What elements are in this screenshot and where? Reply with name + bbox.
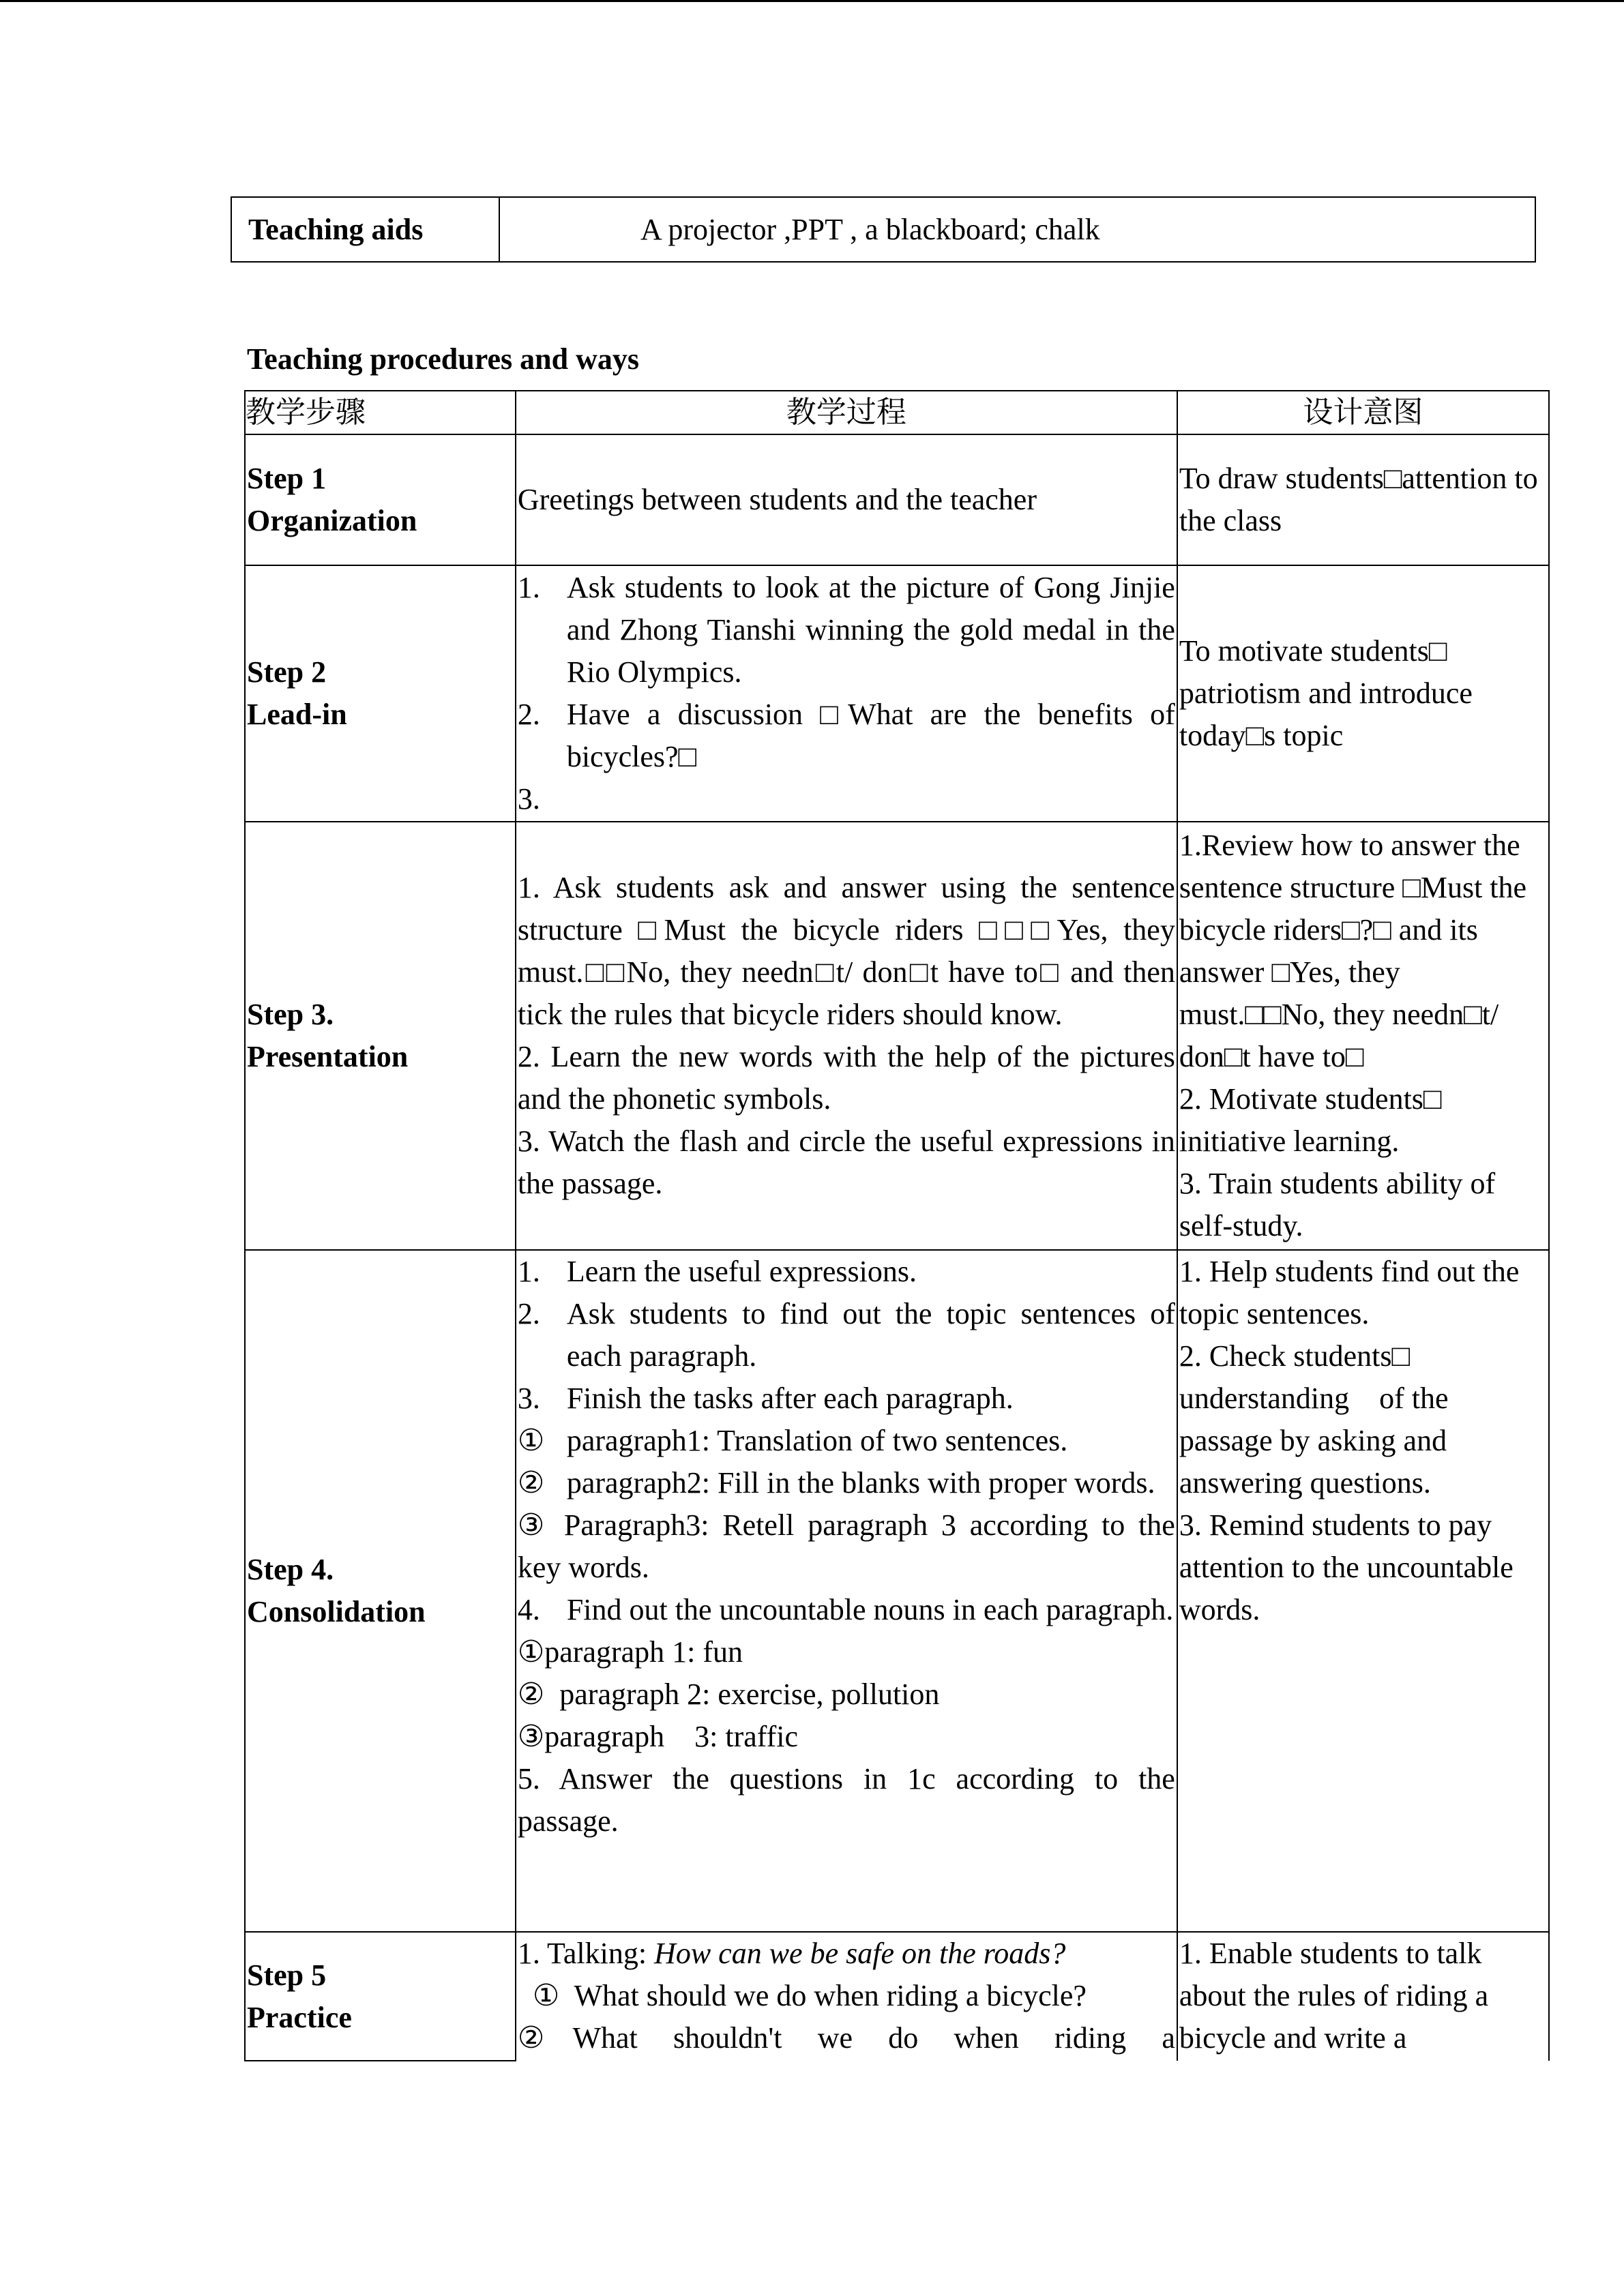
list-item: 2. Motivate students□ initiative learning. — [1179, 1082, 1442, 1158]
list-item: 3. Watch the flash and circle the useful expressions in the passage. — [517, 1124, 1175, 1200]
step3-process — [516, 822, 1177, 1250]
teaching-aids-table — [231, 196, 1536, 263]
step4-row — [245, 1250, 1549, 1932]
header-process: 教学过程 — [516, 391, 1177, 434]
list-item: 4. Find out the uncountable nouns in each paragraph. — [517, 1593, 1174, 1626]
list-item: 2. Learn the new words with the help of the pictures and the phonetic symbols. — [517, 1040, 1175, 1116]
list-item: 1. Ask students to look at the picture of Gong Jinjie and Zhong Tianshi winning the gold medal in the Rio Olympics. — [517, 571, 1175, 689]
list-item: 1.Review how to answer the sentence structure □Must the bicycle riders□?□ and its answer □Yes, they must.□□No, they needn□t/ don□t have to□ — [1179, 829, 1527, 1073]
step4-process — [516, 1250, 1177, 1932]
list-item: 3. Train students ability of self-study. — [1179, 1167, 1496, 1242]
list-item: 3. — [517, 782, 540, 816]
step3-row — [245, 822, 1549, 1250]
list-item: ①paragraph 1: fun — [517, 1635, 743, 1669]
step2-row — [245, 565, 1549, 822]
step5-row — [245, 1932, 1549, 2061]
list-item: ③paragraph 3: traffic — [517, 1720, 799, 1753]
list-item: 2. Ask students to find out the topic sentences of each paragraph. — [517, 1297, 1175, 1373]
step3-intent — [1177, 822, 1549, 1250]
step5-intent: 1. Enable students to talk about the rules of riding a bicycle and write a — [1177, 1932, 1549, 2061]
procedures-table — [244, 390, 1550, 2061]
list-item: ① What should we do when riding a bicycle? — [532, 1979, 1087, 2012]
list-item: ① paragraph1: Translation of two sentences. — [517, 1424, 1068, 1457]
step5-process-intro: 1. Talking: How can we be safe on the roads? — [517, 1937, 1066, 1970]
list-item: 2. Check students□ understanding of the passage by asking and answering questions. — [1179, 1339, 1456, 1500]
header-intent: 设计意图 — [1177, 391, 1549, 434]
list-item: 1. Help students find out the topic sentences. — [1179, 1255, 1527, 1330]
list-item: 2. Have a discussion □What are the benefits of bicycles?□ — [517, 698, 1175, 773]
step2-label: Step 2 Lead-in — [245, 565, 516, 822]
list-item: 3. Remind students to pay attention to the uncountable words. — [1179, 1508, 1521, 1626]
procedures-title: Teaching procedures and ways — [247, 342, 639, 376]
teaching-aids-value: A projector ,PPT , a blackboard; chalk — [499, 197, 1535, 262]
list-item: ③ Paragraph3: Retell paragraph 3 according to the key words. — [517, 1508, 1175, 1584]
list-item: 1. Ask students ask and answer using the sentence structure □Must the bicycle riders □□□Yes, they must.□□No, they needn□t/ don□t have to□ and then tick the rules that bicycle riders should know. — [517, 871, 1175, 1031]
step1-row — [245, 434, 1549, 565]
header-row — [245, 391, 1549, 434]
step1-intent: To draw students□attention to the class — [1177, 434, 1549, 565]
list-item: 5. Answer the questions in 1c according to the passage. — [517, 1762, 1175, 1838]
list-item: 1. Learn the useful expressions. — [517, 1255, 917, 1288]
step5-process — [516, 1932, 1177, 2061]
step2-intent: To motivate students□ patriotism and introduce today□s topic — [1177, 565, 1549, 822]
list-item: 3. Finish the tasks after each paragraph. — [517, 1382, 1014, 1415]
list-item: ②What shouldn't we do when riding a — [517, 2021, 1175, 2055]
step3-label: Step 3. Presentation — [245, 822, 516, 1250]
step1-label: Step 1 Organization — [245, 434, 516, 565]
step4-intent — [1177, 1250, 1549, 1932]
step1-process: Greetings between students and the teacher — [516, 434, 1177, 565]
teaching-aids-label: Teaching aids — [231, 197, 499, 262]
step2-process — [516, 565, 1177, 822]
step4-label: Step 4. Consolidation — [245, 1250, 516, 1932]
list-item: ② paragraph2: Fill in the blanks with proper words. — [517, 1466, 1155, 1500]
page-top-rule — [0, 0, 1624, 2]
step5-label: Step 5 Practice — [245, 1932, 516, 2061]
teaching-aids-row — [231, 197, 1535, 262]
header-step: 教学步骤 — [245, 391, 516, 434]
list-item: ② paragraph 2: exercise, pollution — [517, 1678, 940, 1711]
